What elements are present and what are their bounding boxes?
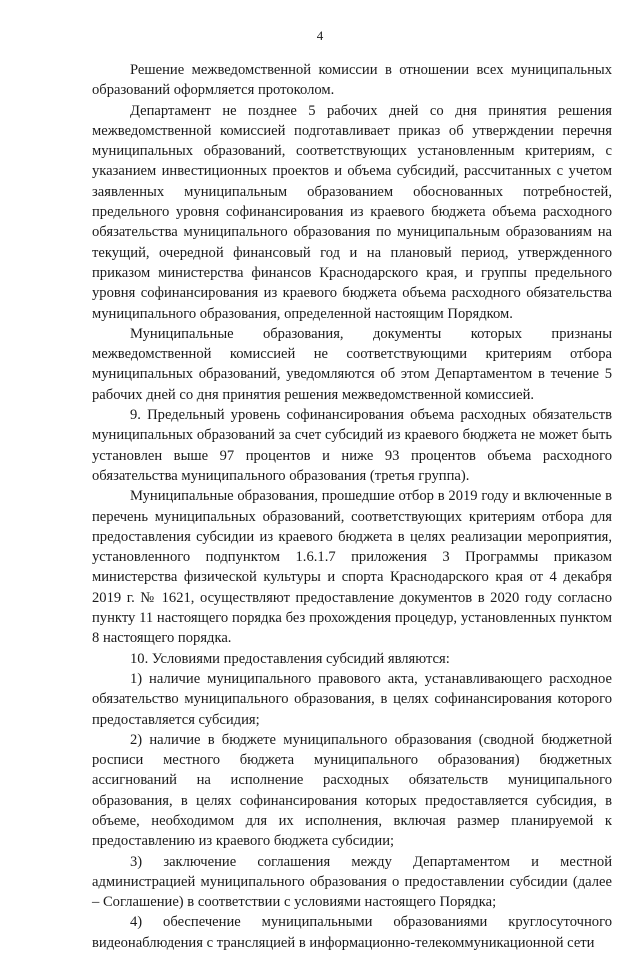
paragraph-notification: Муниципальные образования, документы которых признаны межведомственной комиссией не соответствующими критериям отбора муниципальных образований, уведомляются об этом Департаментом в течение 5 рабочих дней со дня принятия решения межведомственной комиссией.	[92, 325, 612, 403]
document-body	[92, 60, 612, 953]
condition-4: 4) обеспечение муниципальными образованиями круглосуточного видеонаблюдения с трансляцией в информационно-телекоммуникационной сети	[92, 914, 612, 951]
condition-2: 2) наличие в бюджете муниципального образования (сводной бюджетной росписи местного бюджета муниципального образования) бюджетных ассигнований на исполнение расходных обязательств муниципального образования, в целях софинансирования которых предоставляется субсидия, в объеме, необходимом для их исполнения, включая размер планируемой к предоставлению из краевого бюджета субсидии;	[92, 731, 612, 850]
paragraph-item-10: 10. Условиями предоставления субсидий являются:	[130, 650, 450, 667]
condition-3: 3) заключение соглашения между Департаментом и местной администрацией муниципального образования о предоставлении субсидии (далее – Соглашение) в соответствии с условиями настоящего Порядка;	[92, 853, 612, 911]
paragraph-department-order: Департамент не позднее 5 рабочих дней со дня принятия решения межведомственной комиссией подготавливает приказ об утверждении перечня муниципальных образований, соответствующих установленным критериям, с указанием инвестиционных проектов и объема субсидий, рассчитанных с учетом заявленных муниципальным образованием обоснованных потребностей, предельного уровня софинансирования из краевого бюджета объема расходного обязательства муниципального образования по муниципальным образованиям на текущий, очередной финансовый год и на плановый период, утвержденного приказом министерства финансов Краснодарского края, и группы предельного уровня софинансирования из краевого бюджета объема расходного обязательства муниципального образования, определенной настоящим Порядком.	[92, 102, 612, 322]
page-number: 4	[316, 28, 324, 43]
paragraph-2019-selection: Муниципальные образования, прошедшие отбор в 2019 году и включенные в перечень муниципальных образований, соответствующих критериям отбора для предоставления субсидии из краевого бюджета в целях реализации мероприятия, установленного подпунктом 1.6.1.7 приложения 3 Программы приказом министерства физической культуры и спорта Краснодарского края от 4 декабря 2019 г. № 1621, осуществляют предоставление документов в 2020 году согласно пункту 11 настоящего порядка без прохождения процедур, установленных пунктом 8 настоящего порядка.	[92, 488, 612, 647]
paragraph-item-9: 9. Предельный уровень софинансирования объема расходных обязательств муниципальных образований за счет субсидий из краевого бюджета не может быть установлен выше 97 процентов и ниже 93 процентов объема расходного обязательства муниципального образования (третья группа).	[92, 407, 612, 484]
condition-1: 1) наличие муниципального правового акта, устанавливающего расходное обязательство муниципального образования, в целях софинансирования которого предоставляется субсидия;	[92, 670, 612, 728]
paragraph-protocol: Решение межведомственной комиссии в отношении всех муниципальных образований оформляется протоколом.	[92, 62, 612, 99]
